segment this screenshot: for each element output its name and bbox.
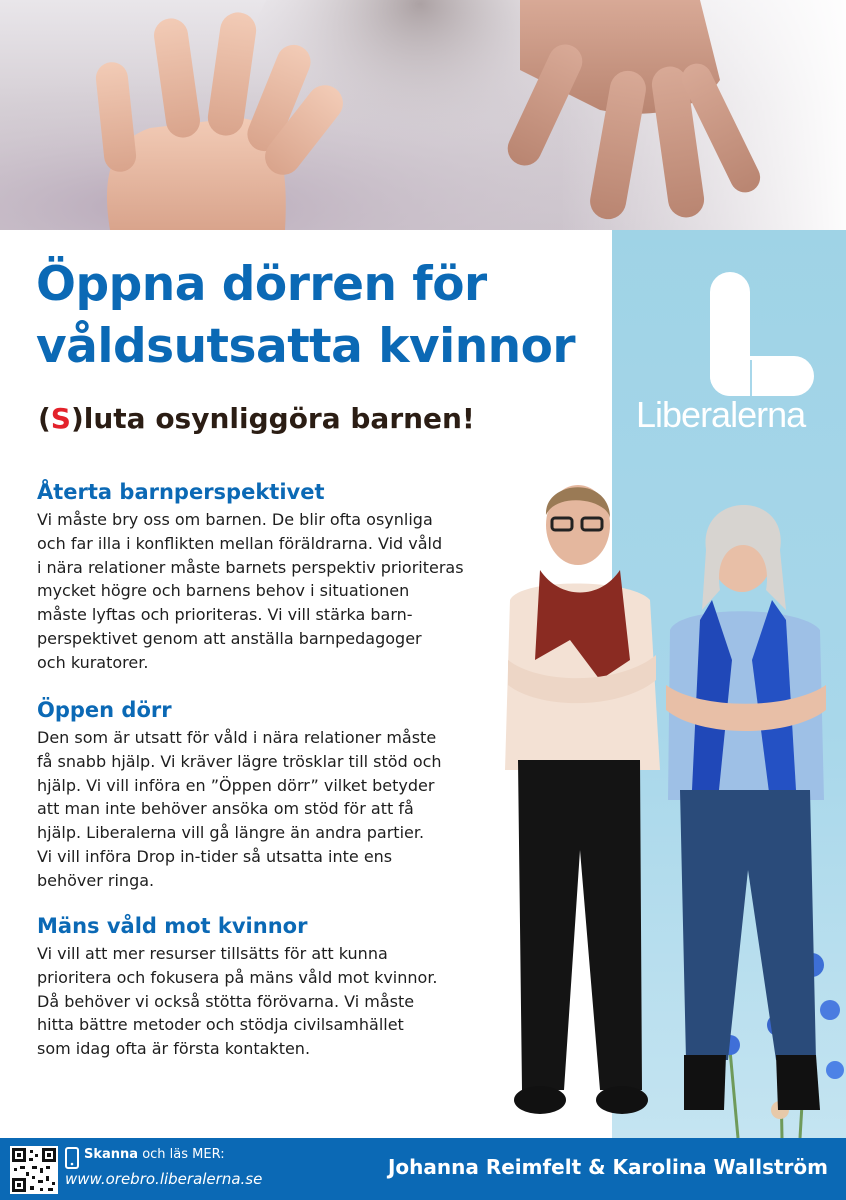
raised-hands-image (0, 0, 846, 230)
section-heading: Mäns våld mot kvinnor (37, 914, 308, 938)
subtitle (38, 402, 475, 435)
body-line: Vi vill införa Drop in-tider så utsatta inte ens (37, 846, 393, 866)
body-line: få snabb hjälp. Vi kräver lägre trösklar till stöd och (37, 751, 442, 771)
person-johanna (505, 485, 660, 1114)
subtitle-rest: )luta osynliggöra barnen! (70, 402, 475, 435)
section-body (37, 942, 517, 1061)
body-line: och kuratorer. (37, 652, 149, 672)
body-line: hitta bättre metoder och stödja civilsamhället (37, 1015, 404, 1035)
section-body (37, 508, 517, 675)
candidate-names: Johanna Reimfelt & Karolina Wallström (387, 1155, 828, 1179)
body-line: som idag ofta är första kontakten. (37, 1039, 311, 1059)
body-line: i nära relationer måste barnets perspektiv prioriteras (37, 557, 464, 577)
body-line: Den som är utsatt för våld i nära relationer måste (37, 728, 437, 747)
section-barnperspektivet (37, 478, 517, 675)
section-mans-vald (37, 912, 517, 1061)
footer-bar (0, 1138, 846, 1200)
body-line: prioritera och fokusera på mäns våld mot kvinnor. (37, 967, 438, 987)
candidates-photo (480, 470, 846, 1138)
headline (36, 254, 606, 378)
phone-icon (65, 1147, 79, 1169)
liberalerna-wordmark: Liberalerna (636, 394, 806, 435)
section-heading: Återta barnperspektivet (37, 480, 325, 504)
body-line: hjälp. Vi vill införa en ”Öppen dörr” vilket betyder (37, 775, 435, 795)
body-line: Vi måste bry oss om barnen. De blir ofta osynliga (37, 510, 433, 529)
scan-prompt (84, 1147, 225, 1162)
body-line: perspektivet genom att anställa barnpedagoger (37, 628, 422, 648)
section-body (37, 726, 517, 893)
qr-code-icon[interactable] (10, 1146, 58, 1194)
body-line: att man inte behöver ansöka om stöd för att få (37, 799, 414, 819)
website-link[interactable]: www.orebro.liberalerna.se (65, 1170, 263, 1188)
person-karolina (666, 505, 826, 1110)
body-line: mycket högre och barnens behov i situationen (37, 581, 410, 601)
body-line: Vi vill att mer resurser tillsätts för att kunna (37, 944, 388, 963)
body-line: måste lyftas och prioriteras. Vi vill stärka barn- (37, 605, 413, 625)
scan-prompt-bold: Skanna (84, 1147, 139, 1162)
section-oppen-dorr (37, 696, 517, 893)
headline-line: våldsutsatta kvinnor (36, 319, 576, 374)
hero-photo (0, 0, 846, 230)
body-line: behöver ringa. (37, 870, 155, 890)
section-heading: Öppen dörr (37, 698, 172, 722)
body-line: Då behöver vi också stötta förövarna. Vi måste (37, 991, 415, 1011)
body-line: hjälp. Liberalerna vill gå längre än andra partier. (37, 823, 425, 843)
subtitle-s-letter: S (50, 402, 71, 435)
body-line: och far illa i konflikten mellan föräldrarna. Vid våld (37, 533, 443, 553)
subtitle-open-paren: ( (38, 402, 51, 435)
scan-prompt-rest: och läs MER: (138, 1147, 225, 1162)
headline-line: Öppna dörren för (36, 257, 487, 312)
